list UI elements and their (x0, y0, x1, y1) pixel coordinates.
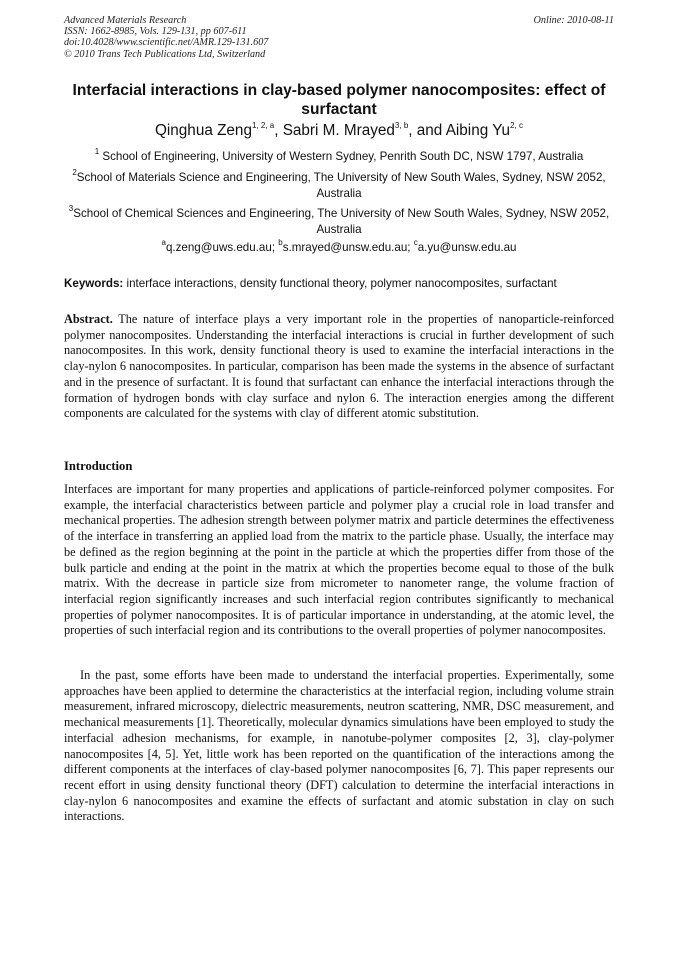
abstract-text: The nature of interface plays a very important role in the properties of nanoparticle-reinforced polymer nanocomposites. Understanding the interfacial interactions is crucial in further development of such nanocomposites. In this work, density functional theory is used to examine the interfacial interactions in the clay-nylon 6 nanocomposites. In particular, comparison has been made the systems in the absence of surfactant and in the presence of surfactant. It is found that surfactant can enhance the interfacial interactions through the formation of hydrogen bonds with clay surface and nylon 6. The interaction energies among the different components are calculated for the systems with clay of different atomic substitution. (64, 312, 614, 421)
affiliation-3 (64, 206, 614, 237)
author-name: Aibing Yu (445, 122, 511, 139)
keywords-text: interface interactions, density functional theory, polymer nanocomposites, surfactant (123, 277, 557, 290)
author-sup: 3, b (394, 120, 409, 130)
author-name: Sabri M. Mrayed (282, 122, 395, 139)
email-sup: c (413, 238, 418, 248)
abstract (64, 312, 614, 422)
affiliation-text: School of Engineering, University of Western Sydney, Penrith South DC, NSW 1797, Australia (99, 150, 584, 163)
email-sup: a (161, 238, 166, 248)
journal-header (64, 15, 268, 60)
affiliation-sup: 1 (94, 147, 100, 157)
keywords (64, 276, 614, 291)
affiliation-text: School of Materials Science and Engineering, The University of New South Wales, Sydney, NSW 2052, Australia (76, 171, 606, 200)
author-separator: , (274, 122, 283, 139)
email-link[interactable]: q.zeng@uws.edu.au; (165, 241, 279, 254)
issn-line: ISSN: 1662-8985, Vols. 129-131, pp 607-611 (64, 26, 247, 38)
abstract-label: Abstract. (64, 312, 113, 326)
author-list (64, 121, 614, 141)
section-heading-introduction: Introduction (64, 459, 133, 473)
author-sup: 1, 2, a (251, 120, 275, 130)
journal-name: Advanced Materials Research (64, 15, 187, 26)
email-link[interactable]: a.yu@unsw.edu.au (417, 241, 517, 254)
email-list (64, 240, 614, 256)
author-name: Qinghua Zeng (155, 122, 252, 139)
email-link[interactable]: s.mrayed@unsw.edu.au; (282, 241, 414, 254)
affiliation-text: School of Chemical Sciences and Engineering, The University of New South Wales, Sydney, NSW 2052, Australia (73, 207, 610, 236)
affiliation-sup: 3 (68, 204, 74, 214)
email-sup: b (278, 238, 283, 248)
author-sup: 2, c (510, 120, 523, 130)
paragraph: In the past, some efforts have been made to understand the interfacial properties. Experimentally, some approaches have been applied to determine the characteristics at the interfacial region, including volume strain measurement, infrared microscopy, dielectric measurements, neutron scattering, NMR, DSC measurement, and mechanical measurements [1]. Theoretically, molecular dynamics simulations have been employed to study the interfacial adhesion mechanisms, for example, in nanotube-polymer composites [2, 3], clay-polymer nanocomposites [4, 5]. Yet, little work has been reported on the quantification of the interactions among the different components at the interfaces of clay-based polymer nanocomposites [6, 7]. This paper represents our recent effort in using density functional theory (DFT) calculation to determine the interfacial interactions in clay-nylon 6 nanocomposites and examine the effects of surfactant and atomic substation in clay on such interactions. (64, 668, 614, 824)
copyright-line: © 2010 Trans Tech Publications Ltd, Switzerland (64, 48, 266, 60)
keywords-label: Keywords: (64, 277, 124, 290)
paper-title: Interfacial interactions in clay-based polymer nanocomposites: effect of surfactant (72, 82, 606, 118)
affiliation-1 (64, 149, 614, 165)
paragraph: Interfaces are important for many properties and applications of particle-reinforced polymer composites. For example, the interfacial characteristics between particle and polymer play a crucial role in load transfer and mechanical properties. The adhesion strength between polymer matrix and particle determines the effectiveness of the interface in transferring an applied load from the matrix to the particle phase. Usually, the interface may be defined as the region beginning at the point in the particle at which the properties differ from those of the bulk particle and ending at the point in the matrix at which the properties become equal to those of the bulk matrix. With the decrease in particle size from micrometer to nanometer range, the volume fraction of interfacial region significantly increases and such interfacial region contributes significantly to mechanical properties of polymer nanocomposites. It is of particular importance in understanding, at the atomic level, the properties of such interfacial region and its contributions to the overall properties of polymer nanocomposites. (64, 482, 614, 638)
doi-line[interactable]: doi:10.4028/www.scientific.net/AMR.129-131.607 (64, 37, 269, 49)
affiliation-2 (64, 170, 614, 201)
author-separator: , and (408, 122, 446, 139)
online-date: Online: 2010-08-11 (533, 15, 614, 26)
affiliation-sup: 2 (72, 168, 77, 178)
